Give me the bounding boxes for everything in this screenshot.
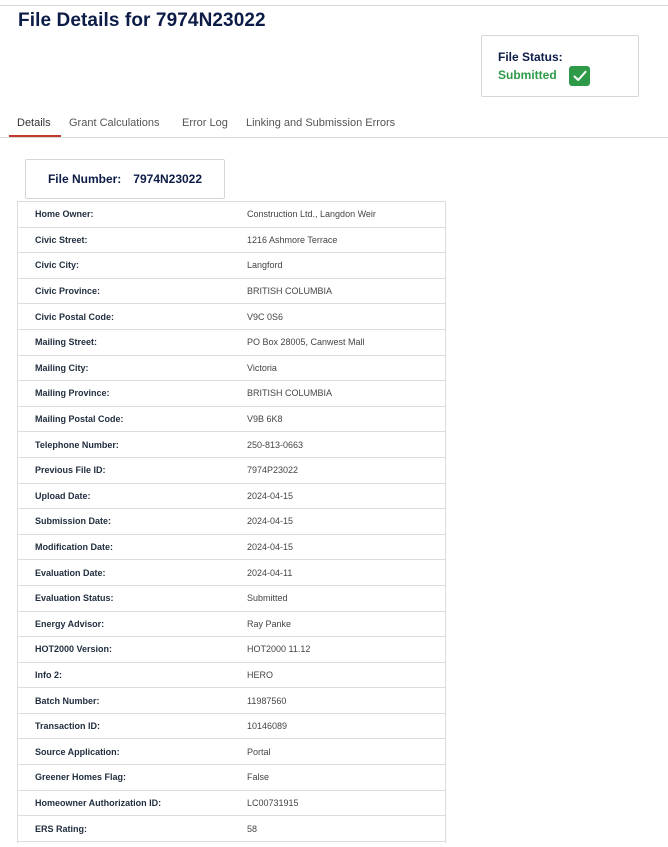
field-value: LC00731915 [247, 790, 446, 816]
table-row [18, 355, 446, 381]
field-value: V9C 0S6 [247, 304, 446, 330]
file-number-value: 7974N23022 [133, 172, 203, 186]
table-row [18, 688, 446, 714]
field-value: 2024-04-15 [247, 483, 446, 509]
file-details-table [17, 201, 446, 842]
field-value: 2024-04-11 [247, 560, 446, 586]
field-label: Evaluation Status: [18, 585, 248, 611]
table-row [18, 662, 446, 688]
field-value: Construction Ltd., Langdon Weir [247, 202, 446, 228]
field-value: 58 [247, 816, 446, 842]
table-row [18, 637, 446, 663]
checkmark-icon [569, 66, 590, 86]
tab-bar [0, 112, 668, 138]
table-row [18, 790, 446, 816]
table-row [18, 509, 446, 535]
table-row [18, 278, 446, 304]
table-border-left [17, 201, 18, 843]
field-label: Mailing Postal Code: [18, 406, 248, 432]
field-label: Info 2: [18, 662, 248, 688]
field-label: HOT2000 Version: [18, 637, 248, 663]
table-row [18, 457, 446, 483]
tab-details[interactable]: Details [17, 117, 51, 129]
field-value: 250-813-0663 [247, 432, 446, 458]
table-row [18, 739, 446, 765]
field-label: Batch Number: [18, 688, 248, 714]
table-row [18, 534, 446, 560]
page-title: File Details for 7974N23022 [18, 10, 266, 31]
field-value: 2024-04-15 [247, 509, 446, 535]
field-label: Source Application: [18, 739, 248, 765]
field-label: Upload Date: [18, 483, 248, 509]
field-value: 2024-04-15 [247, 534, 446, 560]
tab-grant-calculations[interactable]: Grant Calculations [69, 117, 160, 129]
table-row [18, 713, 446, 739]
field-label: Telephone Number: [18, 432, 248, 458]
field-label: Evaluation Date: [18, 560, 248, 586]
table-row [18, 329, 446, 355]
field-value: Submitted [247, 585, 446, 611]
table-row [18, 816, 446, 842]
field-label: Homeowner Authorization ID: [18, 790, 248, 816]
field-value: 10146089 [247, 713, 446, 739]
field-label: Mailing Province: [18, 381, 248, 407]
field-value: HERO [247, 662, 446, 688]
tab-error-log[interactable]: Error Log [182, 117, 228, 129]
field-value: 7974P23022 [247, 457, 446, 483]
field-label: Civic Province: [18, 278, 248, 304]
field-value: PO Box 28005, Canwest Mall [247, 329, 446, 355]
table-row [18, 483, 446, 509]
file-status-label: File Status: [498, 50, 563, 64]
field-value: False [247, 765, 446, 791]
table-row [18, 765, 446, 791]
field-value: Langford [247, 253, 446, 279]
field-value: V9B 6K8 [247, 406, 446, 432]
tab-divider [0, 137, 668, 138]
table-row [18, 202, 446, 228]
field-label: Transaction ID: [18, 713, 248, 739]
table-row [18, 381, 446, 407]
field-label: Previous File ID: [18, 457, 248, 483]
table-row [18, 611, 446, 637]
field-value: HOT2000 11.12 [247, 637, 446, 663]
field-value: Portal [247, 739, 446, 765]
field-label: ERS Rating: [18, 816, 248, 842]
table-row [18, 432, 446, 458]
field-label: Submission Date: [18, 509, 248, 535]
field-value: 11987560 [247, 688, 446, 714]
table-row [18, 560, 446, 586]
table-row [18, 227, 446, 253]
field-label: Modification Date: [18, 534, 248, 560]
field-label: Civic Street: [18, 227, 248, 253]
table-row [18, 253, 446, 279]
table-row [18, 304, 446, 330]
field-label: Mailing City: [18, 355, 248, 381]
field-value: Victoria [247, 355, 446, 381]
field-label: Home Owner: [18, 202, 248, 228]
file-number-card [25, 159, 225, 199]
file-number-label: File Number: [47, 172, 122, 186]
field-label: Civic City: [18, 253, 248, 279]
table-row [18, 585, 446, 611]
table-row [18, 406, 446, 432]
file-status-value: Submitted [498, 68, 557, 82]
table-border-right [445, 201, 446, 843]
field-value: BRITISH COLUMBIA [247, 278, 446, 304]
field-label: Greener Homes Flag: [18, 765, 248, 791]
field-value: Ray Panke [247, 611, 446, 637]
field-label: Mailing Street: [18, 329, 248, 355]
field-value: BRITISH COLUMBIA [247, 381, 446, 407]
field-value: 1216 Ashmore Terrace [247, 227, 446, 253]
top-divider [0, 5, 668, 6]
tab-linking-and-submission-errors[interactable]: Linking and Submission Errors [246, 117, 396, 129]
field-label: Civic Postal Code: [18, 304, 248, 330]
active-tab-indicator [9, 135, 61, 137]
field-label: Energy Advisor: [18, 611, 248, 637]
file-status-card [481, 35, 639, 97]
